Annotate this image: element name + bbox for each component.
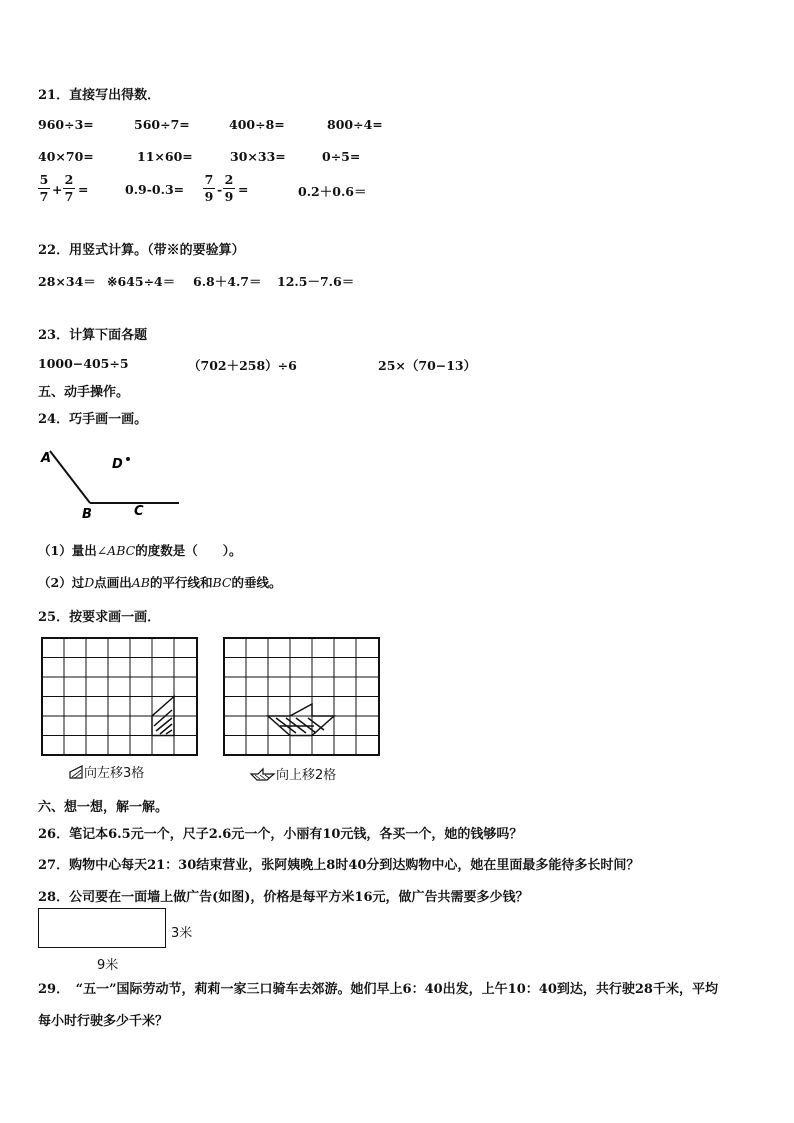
q21-title: 21．直接写出得数． [38, 88, 161, 103]
fraction-5-7 [38, 173, 50, 204]
q24-title: 24．巧手画一画。 [38, 412, 148, 427]
frac-den: 7 [64, 189, 74, 204]
billboard-rectangle [38, 908, 166, 948]
frac-den: 7 [39, 189, 49, 204]
equals-sign: = [238, 182, 249, 197]
q22-item-3: 6.8＋4.7＝ [193, 274, 262, 289]
q21-r1-c3: 400÷8= [229, 117, 285, 132]
fraction-2-7 [63, 173, 75, 204]
q24-sub1 [38, 541, 241, 559]
minus-sign: - [217, 182, 223, 197]
angle-abc-symbol: ∠ABC [96, 543, 136, 558]
q25-title: 25．按要求画一画． [38, 610, 161, 625]
q28-text: 28．公司要在一面墙上做广告(如图)，价格是每平方米16元，做广告共需要多少钱？ [38, 890, 529, 905]
angle-abc-figure [38, 445, 188, 520]
q24-sub2-part-a: （2）过 [38, 575, 85, 590]
section-5-heading: 五、动手操作。 [38, 385, 130, 400]
line-bc-symbol: BC [212, 575, 232, 590]
q24-sub2-part-c: 的平行线和 [149, 575, 213, 590]
plus-sign: + [52, 182, 63, 197]
q29-line2: 每小时行驶多少千米？ [38, 1014, 169, 1029]
q23-item-1: 1000−405÷5 [38, 356, 129, 371]
q22-item-2: ※645÷4＝ [107, 274, 176, 289]
q23-item-3: 25×（70−13） [378, 358, 477, 373]
caption-left-text: 向左移3格 [84, 766, 145, 781]
frac-num: 2 [64, 172, 74, 187]
label-c: C [134, 504, 144, 519]
q26: 26．笔记本6.5元一个，尺子2.6元一个，小丽有10元钱，各买一个，她的钱够吗？ [38, 827, 523, 842]
q24-sub1-prefix: （1）量出 [38, 543, 97, 558]
q24-sub1-suffix: 的度数是（ ）。 [135, 543, 242, 558]
caption-right [250, 764, 336, 783]
small-boat-shape-icon [250, 767, 276, 781]
fraction-7-9 [203, 173, 215, 204]
q21-r3-c2: 0.9-0.3= [125, 182, 185, 197]
q21-r2-c2: 11×60= [137, 149, 193, 164]
q24-sub2-part-b: 点画出 [94, 575, 132, 590]
rect-width-label: 9米 [97, 958, 119, 973]
q23-item-2: （702＋258）÷6 [188, 358, 297, 373]
caption-left [68, 762, 144, 781]
frac-num: 5 [39, 172, 49, 187]
rect-height-label: 3米 [171, 926, 193, 941]
section-6-heading: 六、想一想，解一解。 [38, 800, 169, 815]
label-a: A [41, 451, 52, 466]
q22-item-4: 12.5－7.6＝ [277, 274, 355, 289]
q24-sub2 [38, 573, 281, 591]
grid-right [224, 638, 380, 756]
q22-item-1: 28×34＝ [38, 274, 96, 289]
frac-den: 9 [224, 189, 234, 204]
q27: 27．购物中心每天21：30结束营业，张阿姨晚上8时40分到达购物中心，她在里面最多能待多长时间？ [38, 858, 640, 873]
shaded-shape-2 [268, 704, 334, 736]
line-ab-symbol: AB [131, 575, 150, 590]
q21-r2-c1: 40×70= [38, 149, 94, 164]
q23-title: 23．计算下面各题 [38, 328, 148, 343]
q21-r1-c1: 960÷3= [38, 117, 94, 132]
label-d: D [112, 457, 123, 472]
frac-num: 2 [224, 172, 234, 187]
equals-sign: = [78, 182, 89, 197]
fraction-2-9 [223, 173, 235, 204]
label-b: B [82, 507, 92, 522]
q29-line1: 29． “五一”国际劳动节，莉莉一家三口骑车去郊游。她们早上6：40出发，上午10：40到达，共行驶28千米，平均 [38, 982, 718, 997]
q21-r2-c4: 0÷5= [322, 149, 361, 164]
q21-r2-c3: 30×33= [230, 149, 286, 164]
grid-left [42, 638, 198, 756]
q22-title: 22．用竖式计算。（带※的要验算） [38, 243, 245, 258]
q21-r1-c2: 560÷7= [134, 117, 190, 132]
frac-num: 7 [204, 172, 214, 187]
frac-den: 9 [204, 189, 214, 204]
small-trapezoid-icon [68, 765, 84, 779]
point-d-symbol: D [84, 575, 95, 590]
caption-right-text: 向上移2格 [276, 768, 337, 783]
q21-r3-c4: 0.2＋0.6＝ [298, 184, 367, 199]
q24-sub2-part-e: 的垂线。 [231, 575, 282, 590]
q21-r1-c4: 800÷4= [327, 117, 383, 132]
